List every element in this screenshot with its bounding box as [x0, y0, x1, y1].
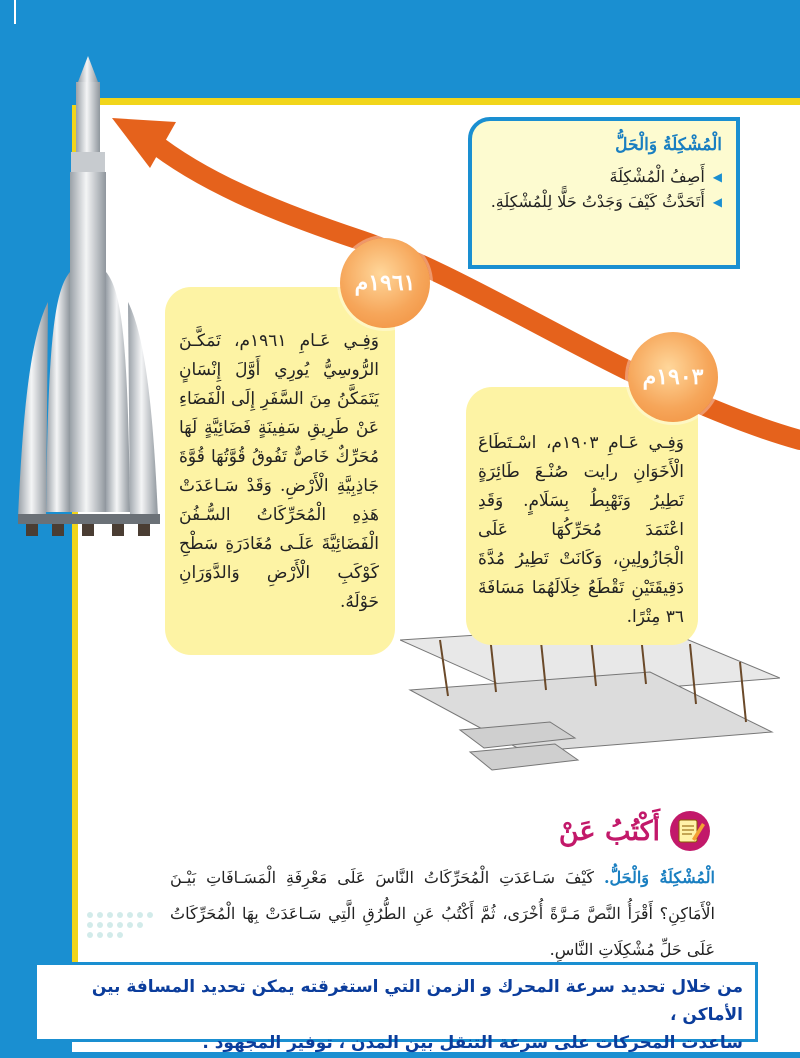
write-about-body: كَيْفَ سَـاعَدَتِ الْمُحَرِّكَاتُ النَّاسَ عَلَى مَعْرِفَةِ الْمَسَـافَاتِ بَيْـنَ الْأَمَاكِنِ؟ أَقْرَأُ النَّصَّ مَـرَّةً أُخْرَى، ثُمَّ أَكْتُبُ عَنِ الطُّرُقِ الَّتِي سَـاعَدَتْ بِهَا الْمُحَرِّكَاتُ عَلَى حَلِّ مُشْكِلَاتِ النَّاسِ.	[170, 868, 715, 959]
problem-item	[486, 192, 722, 211]
write-about-header	[540, 806, 712, 856]
year-badge-1961: ١٩٦١م	[340, 238, 430, 328]
year-badge-1903: ١٩٠٣م	[628, 332, 718, 422]
write-about-prompt	[170, 860, 715, 968]
bullet-triangle-icon: ◀	[712, 169, 722, 184]
answer-line-1: من خلال تحديد سرعة المحرك و الزمن التي استغرقته يمكن تحديد المسافة بين الأماكن ،	[91, 977, 743, 1025]
timeline-card-text: وَفِـي عَـامِ ١٩٠٣م، اسْـتَطَاعَ الْأَخَوَانِ رايت صُنْـعَ طَائِرَةٍ تَطِيرُ وَتَهْبِطُ بِسَلَامٍ. وَقَدِ اعْتَمَدَ مُحَرِّكُهَا عَلَى الْجَازُولِينِ، وَكَانَتْ تَطِيرُ مُدَّةَ دَقِيقَتَيْنِ تَقْطَعُ خِلَالَهُمَا مَسَافَةَ ٣٦ مِتْرًا.	[478, 433, 685, 627]
problem-item-text: أَصِفُ الْمُشْكِلَةَ	[609, 167, 705, 186]
rocket-image	[8, 52, 168, 542]
problem-item-text: أَتَحَدَّثُ كَيْفَ وَجَدْتُ حَلًّا لِلْمُشْكِلَةِ.	[490, 192, 705, 211]
bullet-triangle-icon: ◀	[712, 194, 722, 209]
timeline-card-1903	[466, 387, 698, 645]
write-about-lead: الْمُشْكِلَةُ وَالْحَلُّ.	[603, 868, 716, 887]
timeline-card-1961	[165, 287, 395, 655]
answer-box	[34, 962, 758, 1053]
timeline-card-text: وَفِـي عَـامِ ١٩٦١م، تَمَكَّـنَ الرُّوسِيُّ يُورِي أَوَّلَ إِنْسَانٍ يَتَمَكَّنُ مِنَ السَّفَرِ إِلَى الْفَضَاءِ عَنْ طَرِيقِ سَفِينَةٍ فَضَائِيَّةٍ لَهَا مُحَرِّكٌ خَاصٌّ تَفُوقُ قُوَّتُهَا قُوَّةَ جَاذِبِيَّةِ الْأَرْضِ. وَقَدْ سَـاعَدَتْ هَذِهِ الْمُحَرِّكَاتُ السُّـفُنَ الْفَضَائِيَّةَ عَلَـى مُغَادَرَةِ سَطْحِ كَوْكَبِ الْأَرْضِ وَالدَّوَرَانِ حَوْلَهُ.	[179, 331, 379, 612]
problem-box-title: الْمُشْكِلَةُ وَالْحَلُّ	[615, 135, 722, 155]
watermark-logo	[80, 905, 160, 965]
problem-item	[486, 167, 722, 186]
answer-line-2: ساعدت المحركات على سرعة التنقل بين المدن ، توفير المجهود .	[202, 1033, 743, 1053]
notepad-pencil-icon	[668, 809, 712, 853]
problem-solution-box	[468, 117, 740, 269]
write-about-title: أَكْتُبُ عَنْ	[558, 815, 660, 847]
